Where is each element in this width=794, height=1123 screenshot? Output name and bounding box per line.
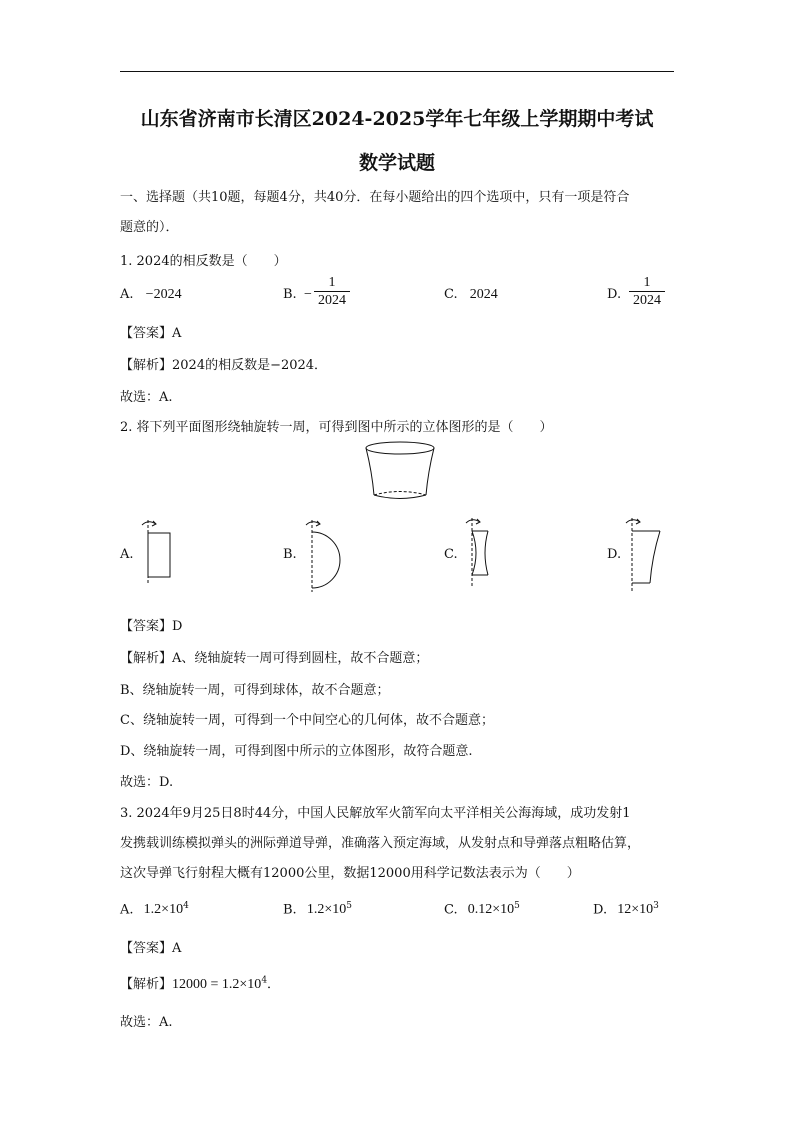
frustum-figure [360, 440, 440, 502]
q2-analysis-line2: B、绕轴旋转一周，可得到球体，故不合题意； [120, 683, 390, 698]
q2-option-a-figure [138, 515, 178, 585]
q2-analysis-line1: 【解析】A、绕轴旋转一周可得到圆柱，故不合题意； [120, 651, 429, 666]
q1-option-c-label: C. [444, 287, 458, 302]
q3-option-b-exponent: 5 [346, 901, 352, 911]
q3-choose: 故选：A. [120, 1015, 173, 1030]
q3-analysis-exponent: 4 [261, 975, 268, 986]
page-subtitle: 数学试题 [358, 152, 435, 174]
q3-option-d-label: D. [593, 902, 608, 918]
q3-analysis-prefix: 【解析】 [120, 977, 173, 992]
q3-option-d [593, 901, 659, 918]
q2-analysis-line4: D、绕轴旋转一周，可得到图中所示的立体图形，故符合题意. [120, 744, 473, 759]
q3-option-b [283, 901, 352, 918]
q2-option-d-figure [622, 515, 667, 595]
q2-answer: 【答案】D [120, 619, 183, 634]
q1-option-b-label: B. [283, 287, 297, 302]
header-rule [120, 71, 674, 72]
q1-option-b-denominator: 2024 [318, 293, 346, 308]
q2-option-b-label: B. [283, 547, 297, 562]
q1-option-a-value: −2024 [145, 287, 182, 302]
q3-answer: 【答案】A [120, 941, 182, 956]
q1-option-b-numerator: 1 [328, 275, 336, 290]
q3-option-b-label: B. [283, 902, 297, 918]
q3-option-d-base: 12×10 [617, 902, 654, 918]
q2-choose: 故选：D. [120, 775, 174, 790]
q2-option-d-label: D. [607, 547, 622, 562]
section-instructions-line1: 一、选择题（共10题，每题4分，共40分．在每小题给出的四个选项中，只有一项是符合 [120, 190, 630, 205]
q3-option-c-label: C. [444, 902, 458, 918]
page-title: 山东省济南市长清区2024-2025学年七年级上学期期中考试 [140, 108, 654, 130]
q1-choose: 故选：A. [120, 390, 173, 405]
q3-option-a-label: A. [120, 902, 134, 918]
q1-option-d-denominator: 2024 [633, 293, 661, 308]
q3-option-b-base: 1.2×10 [306, 902, 347, 918]
q2-option-c-figure [462, 515, 502, 590]
q1-option-c [444, 287, 498, 303]
q1-option-a [120, 287, 182, 303]
q3-stem-line1: 3. 2024年9月25日8时44分，中国人民解放军火箭军向太平洋相关公海海域，成功发射1 [120, 806, 631, 821]
q3-option-c [444, 901, 520, 918]
q2-option-a-label: A. [120, 547, 134, 562]
q2-analysis-line3: C、绕轴旋转一周，可得到一个中间空心的几何体，故不合题意； [120, 713, 494, 728]
q3-option-c-base: 0.12×10 [467, 902, 515, 918]
q2-option-b-figure [302, 515, 347, 595]
section-instructions-line2: 题意的）． [120, 220, 179, 235]
q1-option-b-sign: − [304, 287, 312, 302]
q1-option-d-label: D. [607, 287, 622, 302]
q2-option-c-label: C. [444, 547, 458, 562]
q1-stem: 1. 2024的相反数是（ ） [120, 254, 287, 269]
q3-analysis [120, 973, 280, 993]
q1-option-d-fraction [629, 274, 665, 309]
q3-option-a-exponent: 4 [183, 901, 189, 911]
q3-analysis-end: ． [267, 977, 281, 992]
q3-option-a [120, 901, 189, 918]
q1-answer: 【答案】A [120, 326, 182, 341]
q3-stem-line3: 这次导弹飞行射程大概有12000公里，数据12000用科学记数法表示为（ ） [120, 866, 580, 881]
q3-stem-line2: 发携载训练模拟弹头的洲际弹道导弹，准确落入预定海域，从发射点和导弹落点粗略估算， [120, 836, 641, 851]
q1-option-c-value: 2024 [469, 287, 498, 302]
q2-stem: 2. 将下列平面图形绕轴旋转一周，可得到图中所示的立体图形的是（ ） [120, 420, 553, 435]
q1-option-a-label: A. [120, 287, 134, 302]
q3-option-c-exponent: 5 [514, 901, 520, 911]
q3-option-a-base: 1.2×10 [143, 902, 184, 918]
q1-option-d-numerator: 1 [643, 275, 651, 290]
q3-option-d-exponent: 3 [653, 901, 659, 911]
q3-analysis-expression: 12000 = 1.2×10 [172, 977, 262, 992]
q1-option-b-fraction [314, 274, 350, 309]
q1-analysis: 【解析】2024的相反数是−2024． [120, 358, 328, 373]
